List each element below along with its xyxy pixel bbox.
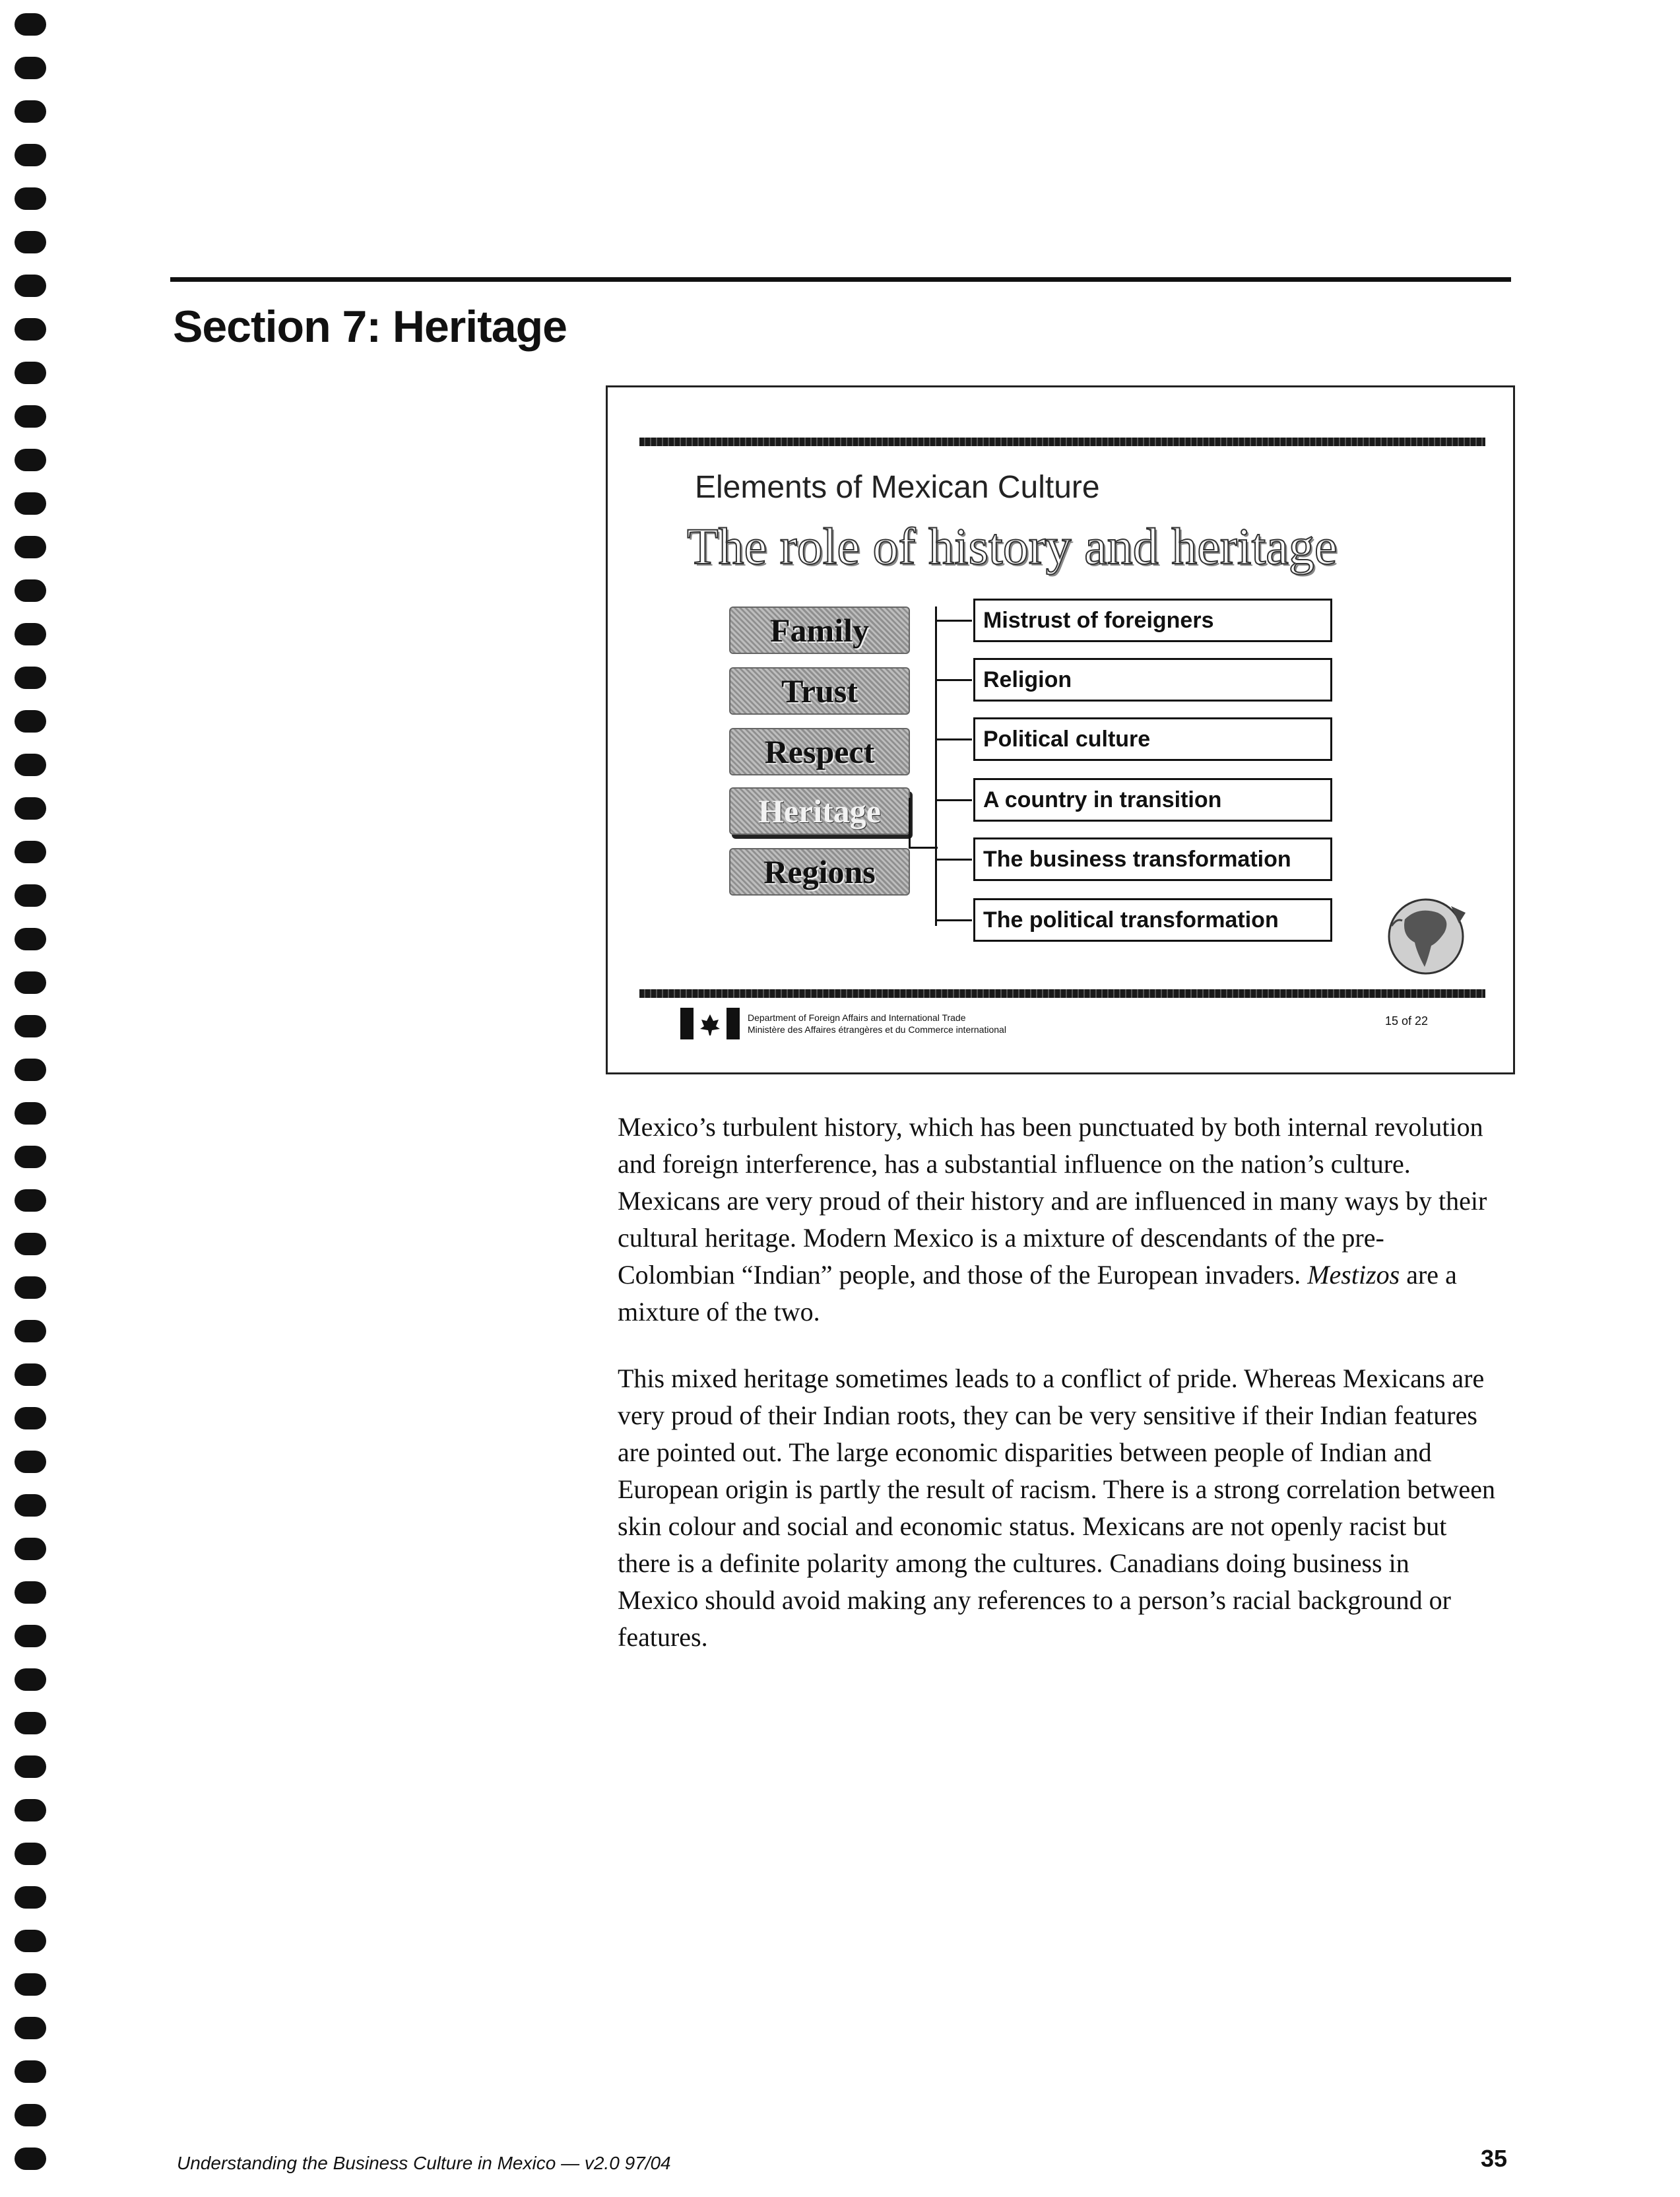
- binder-hole: [15, 1973, 46, 1996]
- binder-hole: [15, 1712, 46, 1734]
- tree-spine: [935, 607, 937, 926]
- binder-hole: [15, 884, 46, 907]
- binder-hole: [15, 928, 46, 950]
- tree-branch: [935, 859, 972, 861]
- binder-hole: [15, 187, 46, 210]
- binder-hole: [15, 1189, 46, 1212]
- tree-branch: [935, 799, 972, 801]
- binder-hole: [15, 1146, 46, 1168]
- footer-document-title: Understanding the Business Culture in Mexico — v2.0 97/04: [177, 2153, 671, 2173]
- paragraph-1-end: are a mixture of the two.: [618, 1260, 1457, 1327]
- department-en: Department of Foreign Affairs and International Trade: [748, 1012, 966, 1023]
- binder-hole: [15, 1407, 46, 1429]
- item-country-in-transition: A country in transition: [973, 778, 1332, 822]
- slide-top-band: [639, 438, 1485, 446]
- binder-hole: [15, 1059, 46, 1081]
- globe-icon: [1378, 886, 1477, 985]
- item-political-transformation: The political transformation: [973, 898, 1332, 942]
- binder-hole: [15, 144, 46, 166]
- binder-hole: [15, 1015, 46, 1037]
- binder-hole: [15, 492, 46, 515]
- binder-hole: [15, 2017, 46, 2039]
- binder-hole: [15, 1886, 46, 1909]
- binder-hole: [15, 2148, 46, 2170]
- binder-hole: [15, 1494, 46, 1517]
- slide-figure: [606, 385, 1515, 1074]
- binder-hole: [15, 1538, 46, 1560]
- binder-hole: [15, 231, 46, 253]
- item-political-culture: Political culture: [973, 717, 1332, 761]
- binder-hole: [15, 1755, 46, 1778]
- item-mistrust-of-foreigners: Mistrust of foreigners: [973, 599, 1332, 642]
- section-title: Section 7: Heritage: [173, 302, 567, 352]
- tree-branch: [935, 919, 972, 921]
- department-names: [748, 1012, 1006, 1035]
- mestizos-term: Mestizos: [1307, 1260, 1400, 1290]
- slide-title: The role of history and heritage: [687, 517, 1338, 575]
- binder-hole: [15, 710, 46, 733]
- binder-hole: [15, 2060, 46, 2083]
- slide-bottom-band: [639, 989, 1485, 998]
- binder-hole: [15, 1363, 46, 1386]
- tree-branch: [935, 620, 972, 622]
- binder-hole: [15, 275, 46, 297]
- binder-hole: [15, 57, 46, 79]
- binder-holes: [15, 13, 49, 2191]
- binder-hole: [15, 971, 46, 994]
- binder-hole: [15, 13, 46, 36]
- pill-heritage: Heritage: [729, 787, 910, 835]
- binder-hole: [15, 2104, 46, 2126]
- binder-hole: [15, 841, 46, 863]
- binder-hole: [15, 100, 46, 123]
- binder-hole: [15, 754, 46, 776]
- pill-connector-vertical: [909, 798, 911, 848]
- pill-regions: Regions: [729, 848, 910, 896]
- canada-flag-icon: [680, 1008, 740, 1039]
- body-text: [618, 1109, 1495, 1686]
- slide-subtitle: Elements of Mexican Culture: [695, 470, 1100, 505]
- pill-respect: Respect: [729, 728, 910, 775]
- binder-hole: [15, 623, 46, 645]
- binder-hole: [15, 797, 46, 820]
- binder-hole: [15, 1102, 46, 1125]
- paragraph-1: [618, 1109, 1495, 1330]
- binder-hole: [15, 362, 46, 384]
- binder-hole: [15, 1320, 46, 1342]
- footer-page-number: 35: [1481, 2145, 1508, 2172]
- item-religion: Religion: [973, 658, 1332, 702]
- binder-hole: [15, 579, 46, 602]
- binder-hole: [15, 1930, 46, 1952]
- header-rule: [170, 277, 1511, 282]
- binder-hole: [15, 1581, 46, 1604]
- tree-branch: [935, 679, 972, 681]
- binder-hole: [15, 405, 46, 428]
- department-fr: Ministère des Affaires étrangères et du Commerce international: [748, 1024, 1006, 1035]
- pill-connector: [909, 847, 938, 849]
- binder-hole: [15, 1276, 46, 1299]
- binder-hole: [15, 536, 46, 558]
- pill-trust: Trust: [729, 667, 910, 715]
- binder-hole: [15, 1451, 46, 1473]
- binder-hole: [15, 667, 46, 689]
- binder-hole: [15, 449, 46, 471]
- tree-branch: [935, 738, 972, 740]
- binder-hole: [15, 1799, 46, 1821]
- binder-hole: [15, 1233, 46, 1255]
- binder-hole: [15, 318, 46, 341]
- paragraph-2: This mixed heritage sometimes leads to a conflict of pride. Whereas Mexicans are very proud of their Indian roots, they can be very sensitive if their Indian features are pointed out. The large economic disparities between people of Indian and European origin is partly the result of racism. There is a strong correlation between skin colour and social and economic status. Mexicans are not openly racist but there is a definite polarity among the cultures. Canadians doing business in Mexico should avoid making any references to a person’s racial background or features.: [618, 1363, 1495, 1652]
- pill-family: Family: [729, 607, 910, 654]
- slide-page-number: 15 of 22: [1385, 1014, 1429, 1028]
- binder-hole: [15, 1668, 46, 1691]
- item-business-transformation: The business transformation: [973, 837, 1332, 881]
- binder-hole: [15, 1625, 46, 1647]
- binder-hole: [15, 1843, 46, 1865]
- paragraph-1-text: Mexico’s turbulent history, which has been punctuated by both internal revolution and foreign interference, has a substantial influence on the nation’s culture. Mexicans are very proud of their history and are influenced in many ways by their cultural heritage. Modern Mexico is a mixture of descendants of the pre-Colombian “Indian” people, and those of the European invaders.: [618, 1112, 1487, 1290]
